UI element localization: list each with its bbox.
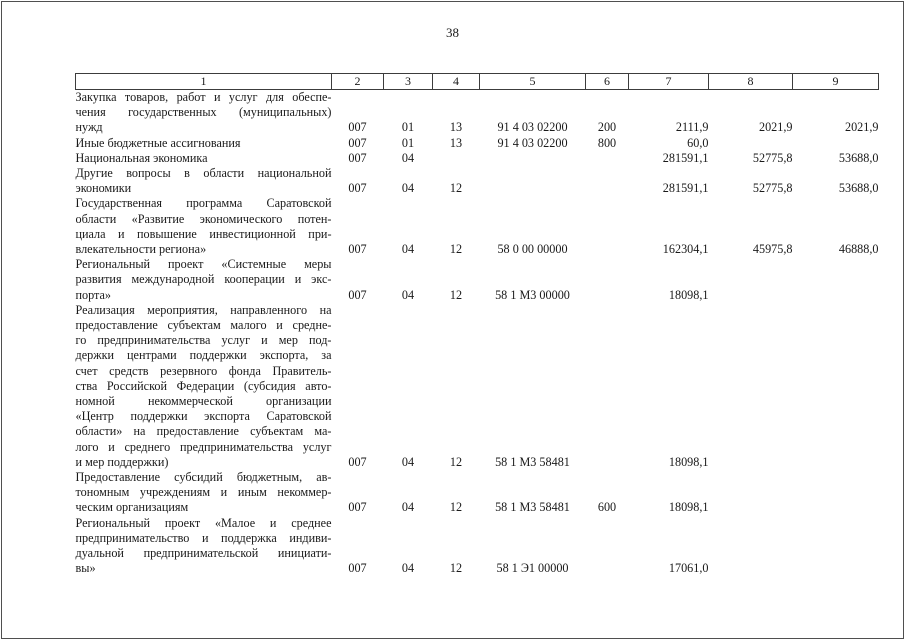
code-cell <box>586 166 629 196</box>
code-cell: 12 <box>449 454 463 469</box>
code-cell: 600 <box>597 500 617 515</box>
column-number-header: 2 <box>332 74 384 90</box>
table-row <box>76 166 879 196</box>
code-cell: 007 <box>348 120 367 135</box>
row-title-cell <box>76 470 332 516</box>
code-cell: 007 <box>348 242 367 257</box>
code-cell: 91 4 03 02200 <box>497 135 568 150</box>
code-cell: 04 <box>401 150 415 165</box>
table-row <box>76 151 879 166</box>
row-title-line: го предпринимательства услуг и мер под- <box>75 333 332 348</box>
row-title-line: области «Развитие экономического потен- <box>75 211 332 226</box>
code-cell: 12 <box>449 242 463 257</box>
amount-cell: 45975,8 <box>752 242 793 257</box>
column-number-header: 1 <box>76 74 332 90</box>
row-title-line: ства Российской Федерации (субсидия авто- <box>75 378 332 393</box>
amount-cell: 18098,1 <box>668 454 709 469</box>
row-title-cell <box>76 136 332 151</box>
row-title-line: экономики <box>75 181 132 196</box>
table-body <box>76 90 879 577</box>
row-title-cell <box>76 151 332 166</box>
row-title-line: Закупка товаров, работ и услуг для обеспе- <box>75 90 332 104</box>
row-title-line: предоставление субъектам малого и средне- <box>75 318 332 333</box>
row-title-line: влекательности региона» <box>75 242 207 257</box>
code-cell: 91 4 03 02200 <box>497 120 568 135</box>
row-title-line: нужд <box>75 120 103 135</box>
code-cell: 12 <box>449 500 463 515</box>
code-cell: 007 <box>348 454 367 469</box>
code-cell <box>586 151 629 166</box>
amount-cell <box>709 257 793 303</box>
code-cell: 58 0 00 00000 <box>497 242 568 257</box>
column-number-header: 5 <box>480 74 586 90</box>
row-title-line: предпринимательство и поддержка индиви- <box>75 530 332 545</box>
code-cell: 007 <box>348 181 367 196</box>
code-cell: 13 <box>449 135 463 150</box>
table-row <box>76 303 879 470</box>
row-title-line: Иные бюджетные ассигнования <box>75 135 241 150</box>
row-title-line: и мер поддержки) <box>75 454 169 469</box>
amount-cell: 18098,1 <box>668 287 709 302</box>
code-cell: 007 <box>348 287 367 302</box>
code-cell: 01 <box>401 120 415 135</box>
amount-cell <box>793 516 879 577</box>
row-title-cell <box>76 257 332 303</box>
column-number-header: 9 <box>793 74 879 90</box>
row-title-cell <box>76 166 332 196</box>
row-title-line: Национальная экономика <box>75 150 208 165</box>
column-number-header: 7 <box>629 74 709 90</box>
amount-cell <box>793 470 879 516</box>
code-cell: 007 <box>348 500 367 515</box>
row-title-line: номной некоммерческой организации <box>75 394 332 409</box>
row-title-line: чения государственных (муниципальных) <box>75 105 332 120</box>
code-cell: 04 <box>401 500 415 515</box>
amount-cell <box>709 470 793 516</box>
row-title-line: держки центрами поддержки экспорта, за <box>75 348 332 363</box>
amount-cell: 17061,0 <box>668 561 709 576</box>
column-number-header: 6 <box>586 74 629 90</box>
row-title-line: Другие вопросы в области национальной <box>75 166 332 181</box>
amount-cell: 53688,0 <box>838 181 879 196</box>
code-cell: 007 <box>348 561 367 576</box>
amount-cell: 2111,9 <box>675 120 709 135</box>
amount-cell: 53688,0 <box>838 150 879 165</box>
code-cell: 13 <box>449 120 463 135</box>
code-cell <box>586 303 629 470</box>
column-number-header: 4 <box>433 74 480 90</box>
code-cell: 58 1 Э1 00000 <box>496 561 569 576</box>
code-cell: 04 <box>401 287 415 302</box>
amount-cell: 281591,1 <box>662 181 709 196</box>
page-number: 38 <box>446 25 459 40</box>
table-row <box>76 196 879 257</box>
code-cell: 200 <box>597 120 617 135</box>
code-cell: 04 <box>401 181 415 196</box>
code-cell <box>480 151 586 166</box>
amount-cell: 52775,8 <box>752 181 793 196</box>
code-cell: 12 <box>449 287 463 302</box>
row-title-line: лого и среднего предпринимательства услуг <box>75 439 332 454</box>
code-cell: 58 1 М3 58481 <box>495 454 570 469</box>
amount-cell <box>793 257 879 303</box>
amount-cell <box>709 516 793 577</box>
row-title-line: ческим организациям <box>75 500 189 515</box>
code-cell <box>480 166 586 196</box>
amount-cell: 2021,9 <box>844 120 879 135</box>
code-cell: 12 <box>449 561 463 576</box>
code-cell: 58 1 М3 00000 <box>495 287 570 302</box>
row-title-line: Региональный проект «Системные меры <box>75 257 332 272</box>
code-cell: 007 <box>348 150 367 165</box>
row-title-cell <box>76 90 332 136</box>
row-title-cell <box>76 196 332 257</box>
row-title-line: циала и повышение инвестиционной при- <box>75 226 332 241</box>
table-row <box>76 257 879 303</box>
row-title-cell <box>76 516 332 577</box>
row-title-line: «Центр поддержки экспорта Саратовской <box>75 409 332 424</box>
table-row <box>76 136 879 151</box>
code-cell <box>586 196 629 257</box>
code-cell <box>433 151 480 166</box>
column-number-header: 3 <box>384 74 433 90</box>
row-title-line: Реализация мероприятия, направленного на <box>75 302 332 317</box>
table-row <box>76 516 879 577</box>
amount-cell <box>793 303 879 470</box>
amount-cell: 18098,1 <box>668 500 709 515</box>
table-header-row <box>76 74 879 90</box>
row-title-line: тономным учреждениям и иным некоммер- <box>75 485 332 500</box>
amount-cell <box>709 303 793 470</box>
code-cell: 58 1 М3 58481 <box>495 500 570 515</box>
row-title-line: дуальной предпринимательской инициати- <box>75 546 332 561</box>
row-title-line: счет средств резервного фонда Правитель- <box>75 363 332 378</box>
code-cell <box>586 516 629 577</box>
row-title-cell <box>76 303 332 470</box>
amount-cell <box>709 136 793 151</box>
row-title-line: Региональный проект «Малое и среднее <box>75 515 332 530</box>
amount-cell: 60,0 <box>687 135 709 150</box>
amount-cell: 281591,1 <box>662 150 709 165</box>
code-cell: 04 <box>401 454 415 469</box>
amount-cell: 46888,0 <box>838 242 879 257</box>
table-row <box>76 90 879 136</box>
amount-cell: 52775,8 <box>752 150 793 165</box>
amount-cell: 2021,9 <box>758 120 793 135</box>
table-row <box>76 470 879 516</box>
code-cell: 800 <box>597 135 617 150</box>
row-title-line: порта» <box>75 287 112 302</box>
column-number-header: 8 <box>709 74 793 90</box>
code-cell: 12 <box>449 181 463 196</box>
row-title-line: Государственная программа Саратовской <box>75 196 332 211</box>
code-cell: 04 <box>401 242 415 257</box>
amount-cell <box>793 136 879 151</box>
row-title-line: вы» <box>75 561 96 576</box>
amount-cell: 162304,1 <box>662 242 709 257</box>
row-title-line: Предоставление субсидий бюджетным, ав- <box>75 470 332 485</box>
code-cell: 04 <box>401 561 415 576</box>
row-title-line: области» на предоставление субъектам ма- <box>75 424 332 439</box>
code-cell: 007 <box>348 135 367 150</box>
row-title-line: развития международной кооперации и экс- <box>75 272 332 287</box>
code-cell: 01 <box>401 135 415 150</box>
code-cell <box>586 257 629 303</box>
budget-table <box>75 73 879 577</box>
